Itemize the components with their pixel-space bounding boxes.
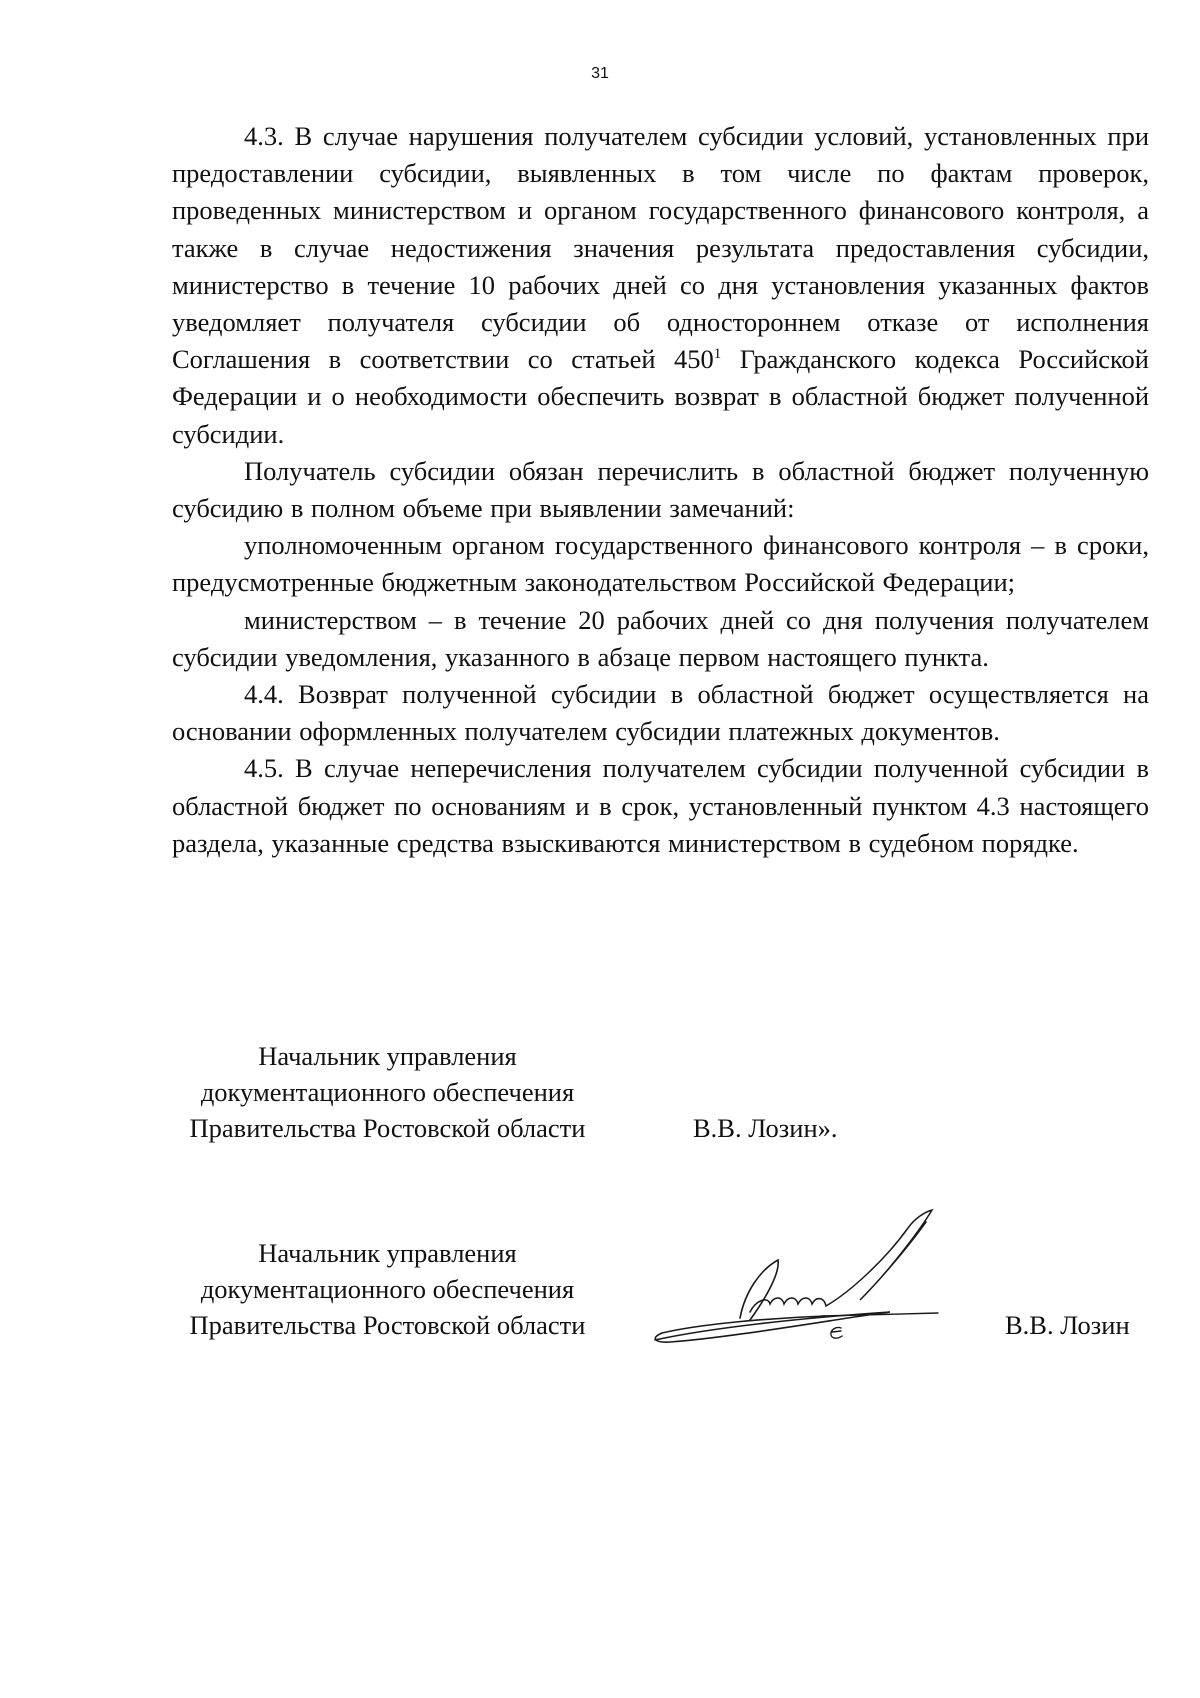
paragraph-4-3-text: 4.3. В случае нарушения получателем субсидии условий, установленных при предоставлении субсидии, выявленных в том числе по фактам проверок, проведенных министерством и органом государственного финансового контроля, а также в случае недостижения значения результата предоставления субсидии, министерство в течение 10 рабочих дней со дня установления указанных фактов уведомляет получателя субсидии об одностороннем отказе от исполнения Соглашения в соответствии со статьей 450 [172,121,1149,375]
article-superscript: 1 [713,346,722,363]
paragraph-financial-control: уполномоченным органом государственного финансового контроля – в сроки, предусмотренные бюджетным законодательством Российской Федерации; [172,530,1149,598]
signatory-title [160,1038,615,1146]
handwritten-signature [650,1200,980,1350]
paragraph-4-5: 4.5. В случае неперечисления получателем субсидии полученной субсидии в областной бюджет по основаниям и в срок, установленный пунктом 4.3 настоящего раздела, указанные средства взыскиваются министерством в судебном порядке. [172,753,1149,858]
paragraph-ministry: министерством – в течение 20 рабочих дней со дня получения получателем субсидии уведомления, указанного в абзаце первом настоящего пункта. [172,604,1149,672]
signatory-title-line: Начальник управления [258,1238,517,1268]
paragraph-recipient-obligation: Получатель субсидии обязан перечислить в областной бюджет полученную субсидию в полном объеме при выявлении замечаний: [172,455,1149,524]
signatory-name: В.В. Лозин». [693,1113,838,1143]
signature-block-quoted [160,1038,1160,1168]
signatory-title [160,1235,615,1343]
signatory-name: В.В. Лозин [1005,1310,1130,1340]
document-body [172,118,1149,862]
signatory-title-line: Начальник управления [258,1041,517,1071]
paragraph-4-3-text-continued: Гражданского кодекса Российской Федерации и о необходимости обеспечить возврат в областной бюджет полученной субсидии. [172,344,1149,449]
signatory-title-line: документационного обеспечения [200,1274,575,1304]
signatory-title-line: Правительства Ростовской области [189,1310,586,1340]
paragraph-4-4: 4.4. Возврат полученной субсидии в областной бюджет осуществляется на основании оформленных получателем субсидии платежных документов. [172,679,1149,747]
paragraph-4-3 [172,118,1149,453]
signatory-title-line: Правительства Ростовской области [189,1113,586,1143]
page-number: 31 [591,65,609,82]
signatory-title-line: документационного обеспечения [200,1077,575,1107]
